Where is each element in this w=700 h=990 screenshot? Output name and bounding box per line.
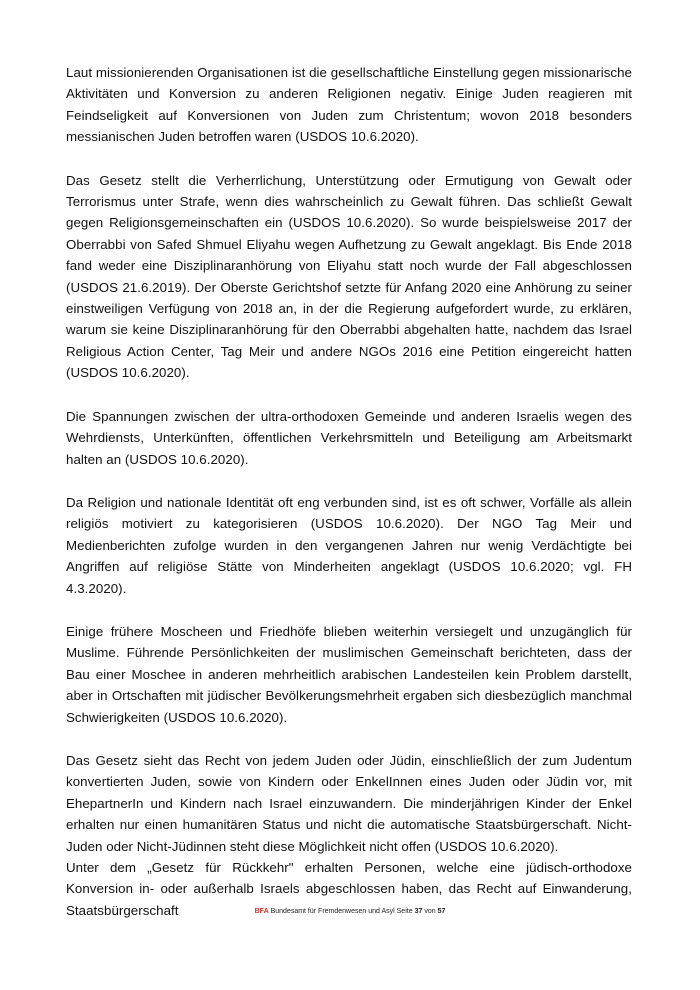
paragraph-4: Da Religion und nationale Identität oft eng verbunden sind, ist es oft schwer, Vorfälle als allein religiös motiviert zu kategorisieren (USDOS 10.6.2020). Der NGO Tag Meir und Medienberichten zufolge wurden in den vergangenen Jahren nur wenig Verdächtigte bei Angriffen auf religiöse Stätte von Minderheiten angeklagt (USDOS 10.6.2020; vgl. FH 4.3.2020). xyxy=(66,494,632,596)
bfa-logo: BFA xyxy=(254,908,269,915)
footer-org-text: Bundesamt für Fremdenwesen und Asyl Seite xyxy=(270,908,413,915)
footer-of: von xyxy=(424,908,436,915)
paragraph-1: Laut missionierenden Organisationen ist die gesellschaftliche Einstellung gegen missionarische Aktivitäten und Konversion zu anderen Religionen negativ. Einige Juden reagieren mit Feindseligkeit auf Konversionen von Juden zum Christentum; wovon 2018 besonders messianischen Juden betroffen waren (USDOS 10.6.2020). xyxy=(66,65,632,145)
page-footer xyxy=(0,908,700,915)
paragraph-3: Die Spannungen zwischen der ultra-orthodoxen Gemeinde und anderen Israelis wegen des Wehrdiensts, Unterkünften, öffentlichen Verkehrsmitteln und Beteiligung am Arbeitsmarkt halten an (USDOS 10.6.2020). xyxy=(66,408,632,467)
paragraph-7: Unter dem „Gesetz für Rückkehr" erhalten Personen, welche eine jüdisch-orthodoxe Konversion in- oder außerhalb Israels abgeschlossen haben, das Recht auf Einwanderung, Staatsbürgerschaft xyxy=(66,860,632,918)
paragraph-6: Das Gesetz sieht das Recht von jedem Juden oder Jüdin, einschließlich der zum Judentum konvertierten Juden, sowie von Kindern oder EnkelInnen eines Juden oder Jüdin vor, mit EhepartnerIn und Kindern nach Israel einzuwandern. Die minderjährigen Kinder der Enkel erhalten nur einen humanitären Status und nicht die automatische Staatsbürgerschaft. Nicht-Juden oder Nicht-Jüdinnen steht diese Möglichkeit nicht offen (USDOS 10.6.2020). xyxy=(66,752,632,854)
footer-page-total: 57 xyxy=(437,908,446,915)
paragraph-2: Das Gesetz stellt die Verherrlichung, Unterstützung oder Ermutigung von Gewalt oder Terrorismus unter Strafe, wenn dies wahrscheinlich zu Gewalt führen. Das schließt Gewalt gegen Religionsgemeinschaften ein (USDOS 10.6.2020). So wurde beispielsweise 2017 der Oberrabbi von Safed Shmuel Eliyahu wegen Aufhetzung zu Gewalt angeklagt. Bis Ende 2018 fand weder eine Disziplinaranhörung von Eliyahu statt noch wurde der Fall abgeschlossen (USDOS 21.6.2019). Der Oberste Gerichtshof setzte für Anfang 2020 eine Anhörung zu seiner einstweiligen Verfügung von 2018 an, in der die Regierung aufgefordert wurde, zu erklären, warum sie keine Disziplinaranhörung für den Oberrabbi abgehalten hatte, nachdem das Israel Religious Action Center, Tag Meir und andere NGOs 2016 eine Petition eingereicht hatten (USDOS 10.6.2020). xyxy=(66,172,632,381)
paragraph-5: Einige frühere Moscheen und Friedhöfe blieben weiterhin versiegelt und unzugänglich für Muslime. Führende Persönlichkeiten der muslimischen Gemeinschaft berichteten, dass der Bau einer Moschee in anderen mehrheitlich arabischen Landesteilen kein Problem darstellt, aber in Ortschaften mit jüdischer Bevölkerungsmehrheit ergaben sich diesbezüglich manchmal Schwierigkeiten (USDOS 10.6.2020). xyxy=(66,623,632,725)
page-body xyxy=(66,62,632,921)
footer-page-number: 37 xyxy=(414,908,423,915)
